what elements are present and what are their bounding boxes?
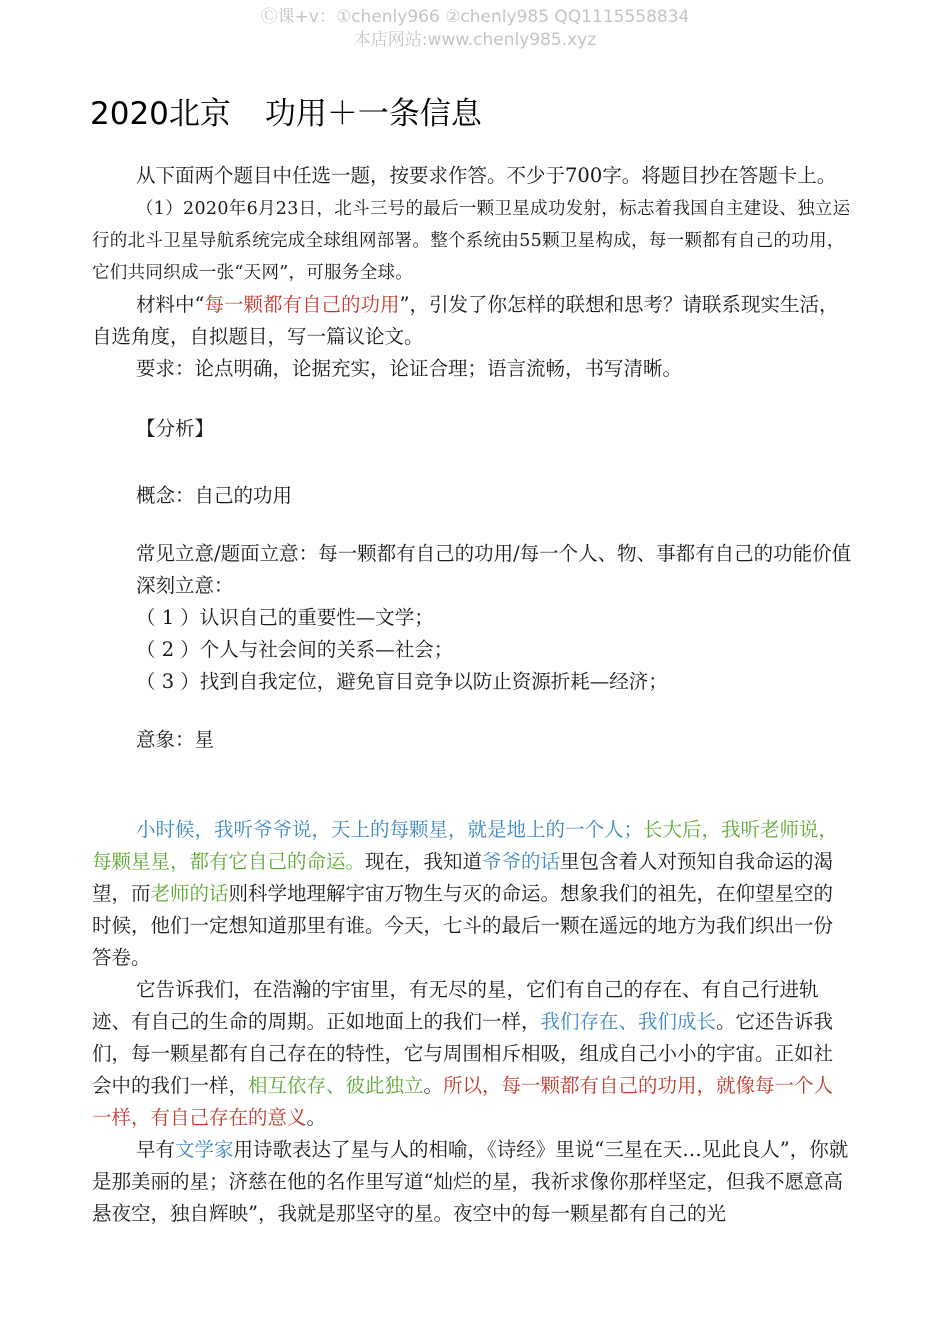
analysis-deep-item: （ 2 ）个人与社会间的关系—社会； xyxy=(136,638,454,661)
analysis-concept: 概念：自己的功用 xyxy=(136,484,293,507)
watermark-line-2: 本店网站:www.chenly985.xyz xyxy=(353,30,597,50)
page-title xyxy=(90,88,482,133)
essay-text: 用诗歌表达了星与人的相喻，《诗经》里说“三星在天…见此良人”，你就是那美丽的星；济慈在他的名作里写道“灿烂的星，我祈求像你那样坚定，但我不愿意高悬夜空，独自辉映”，我就是那坚守的星。夜空中的每一颗星都有自己的光 xyxy=(92,1138,849,1225)
essay-text: 早有 xyxy=(136,1138,176,1161)
title-year-city: 2020北京 xyxy=(90,96,231,132)
essay-text: 则科学地理解宇宙万物生与灭的命运。想象我们的祖先，在仰望星空的时候，他们一定想知道那里有谁。今天，七斗的最后一颗在遥远的地方为我们织出一份答卷。 xyxy=(92,882,834,969)
essay-highlight-blue: 小时候，我听爷爷说，天上的每颗星，就是地上的一个人； xyxy=(136,818,644,841)
prompt-question xyxy=(92,289,852,353)
prompt-material: （1）2020年6月23日，北斗三号的最后一颗卫星成功发射，标志着我国自主建设、独立运行的北斗卫星导航系统完成全球组网部署。整个系统由55颗卫星构成，每一颗都有自己的功用，它们共同织成一张“天网”，可服务全球。 xyxy=(92,199,851,283)
essay-highlight-red: 所以，每一颗都有自己的功用，就像每一个人一样，有自己存在的意义 xyxy=(92,1074,834,1129)
essay-highlight-green: 老师的话 xyxy=(150,882,229,905)
essay-text: 。它还告诉我们，每一颗星都有自己存在的特性，它与周围相斥相吸，组成自己小小的宇宙。正如社会中的我们一样， xyxy=(92,1010,834,1097)
watermark-line-1: Ⓒ课+v：①chenly966 ②chenly985 QQ1115558834 xyxy=(260,7,690,27)
essay-text: 现在，我知道 xyxy=(365,850,483,873)
essay-highlight-blue: 文学家 xyxy=(175,1138,234,1161)
essay-highlight-green: 相互依存、彼此独立 xyxy=(248,1074,424,1097)
essay-text: 它告诉我们，在浩瀚的宇宙里，有无尽的星，它们有自己的存在、有自己行进轨迹、有自己的生命的周期。正如地面上的我们一样， xyxy=(92,978,819,1033)
essay-highlight-green: 长大后，我听老师说，每颗星星，都有它自己的命运。 xyxy=(92,818,839,873)
essay-text: 里包含着人对预知自我命运的渴望，而 xyxy=(92,850,834,905)
analysis-image: 意象：星 xyxy=(136,728,215,751)
analysis-heading: 【分析】 xyxy=(136,417,215,440)
title-topic: 功用＋一条信息 xyxy=(264,96,482,132)
document-body xyxy=(92,160,852,1230)
essay-text: 。 xyxy=(306,1106,327,1129)
essay-paragraph-1 xyxy=(92,814,852,974)
question-text-after: ”，引发了你怎样的联想和思考？请联系现实生活，自选角度，自拟题目，写一篇议论文。 xyxy=(92,293,839,348)
analysis-common: 常见立意/题面立意：每一颗都有自己的功用/每一个人、物、事都有自己的功能价值 xyxy=(136,542,852,565)
analysis-deep-label: 深刻立意： xyxy=(136,574,234,597)
question-highlight: 每一颗都有自己的功用 xyxy=(204,293,400,316)
essay-paragraph-3 xyxy=(92,1134,852,1230)
prompt-intro: 从下面两个题目中任选一题，按要求作答。不少于700字。将题目抄在答题卡上。 xyxy=(136,164,837,187)
analysis-deep-item: （ 1 ）认识自己的重要性—文学； xyxy=(136,606,434,629)
question-text-before: 材料中“ xyxy=(136,293,205,316)
analysis-deep-item: （ 3 ）找到自我定位，避免盲目竞争以防止资源折耗—经济； xyxy=(136,670,668,693)
prompt-requirement: 要求：论点明确，论据充实，论证合理；语言流畅，书写清晰。 xyxy=(136,357,683,380)
essay-highlight-blue: 我们存在、我们成长 xyxy=(540,1010,717,1033)
essay-text: 。 xyxy=(423,1074,444,1097)
essay-paragraph-2 xyxy=(92,974,852,1134)
essay-highlight-blue: 爷爷的话 xyxy=(482,850,561,873)
